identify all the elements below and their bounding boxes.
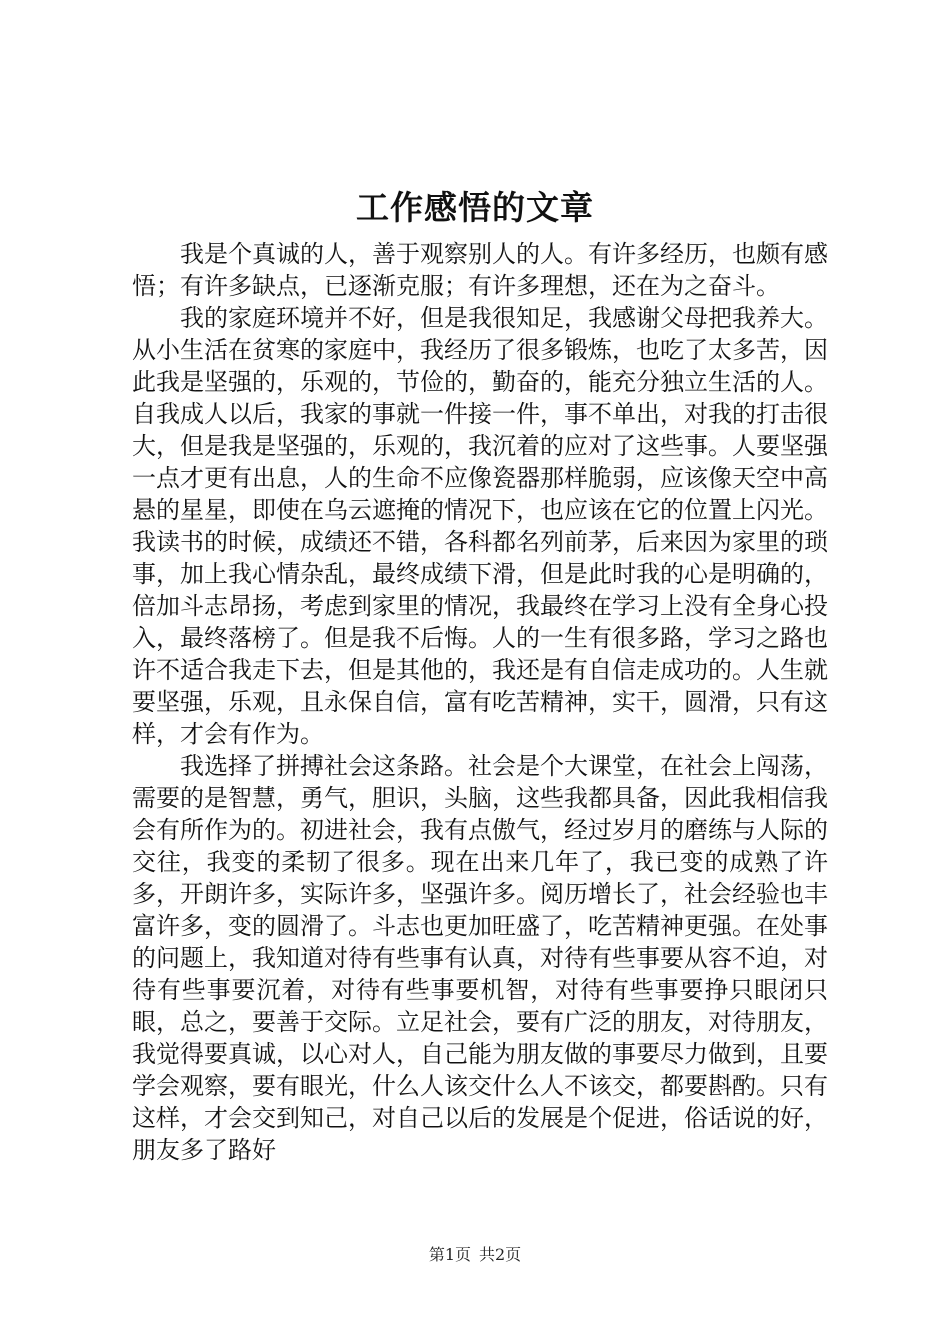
- page-title: 工作感悟的文章: [356, 188, 594, 227]
- paragraph-family: 我的家庭环境并不好，但是我很知足，我感谢父母把我养大。从小生活在贫寒的家庭中，我经历了很多锻炼，也吃了太多苦，因此我是坚强的，乐观的，节俭的，勤奋的，能充分独立生活的人。自我成人以后，我家的事就一件接一件，事不单出，对我的打击很大，但是我是坚强的，乐观的，我沉着的应对了这些事。人要坚强一点才更有出息，人的生命不应像瓷器那样脆弱，应该像天空中高悬的星星，即使在乌云遮掩的情况下，也应该在它的位置上闪光。我读书的时候，成绩还不错，各科都名列前茅，后来因为家里的琐事，加上我心情杂乱，最终成绩下滑，但是此时我的心是明确的，倍加斗志昂扬，考虑到家里的情况，我最终在学习上没有全身心投入，最终落榜了。但是我不后悔。人的一生有很多路，学习之路也许不适合我走下去，但是其他的，我还是有自信走成功的。人生就要坚强，乐观，且永保自信，富有吃苦精神，实干，圆滑，只有这样，才会有作为。: [132, 304, 828, 748]
- paragraph-intro: 我是个真诚的人，善于观察别人的人。有许多经历，也颇有感悟；有许多缺点，已逐渐克服；有许多理想，还在为之奋斗。: [132, 240, 828, 300]
- paragraph-society: 我选择了拼搏社会这条路。社会是个大课堂，在社会上闯荡，需要的是智慧，勇气，胆识，头脑，这些我都具备，因此我相信我会有所作为的。初进社会，我有点傲气，经过岁月的磨练与人际的交往，我变的柔韧了很多。现在出来几年了，我已变的成熟了许多，开朗许多，实际许多，坚强许多。阅历增长了，社会经验也丰富许多，变的圆滑了。斗志也更加旺盛了，吃苦精神更强。在处事的问题上，我知道对待有些事有认真，对待有些事要从容不迫，对待有些事要沉着，对待有些事要机智，对待有些事要挣只眼闭只眼，总之，要善于交际。立足社会，要有广泛的朋友，对待朋友，我觉得要真诚，以心对人，自己能为朋友做的事要尽力做到，且要学会观察，要有眼光，什么人该交什么人不该交，都要斟酌。只有这样，才会交到知己，对自己以后的发展是个促进，俗话说的好，朋友多了路好: [132, 752, 828, 1164]
- page-total: 共2页: [479, 1245, 522, 1264]
- page-number: 第1页: [428, 1245, 471, 1264]
- article-body: [132, 238, 828, 1166]
- page-footer: [0, 1243, 950, 1267]
